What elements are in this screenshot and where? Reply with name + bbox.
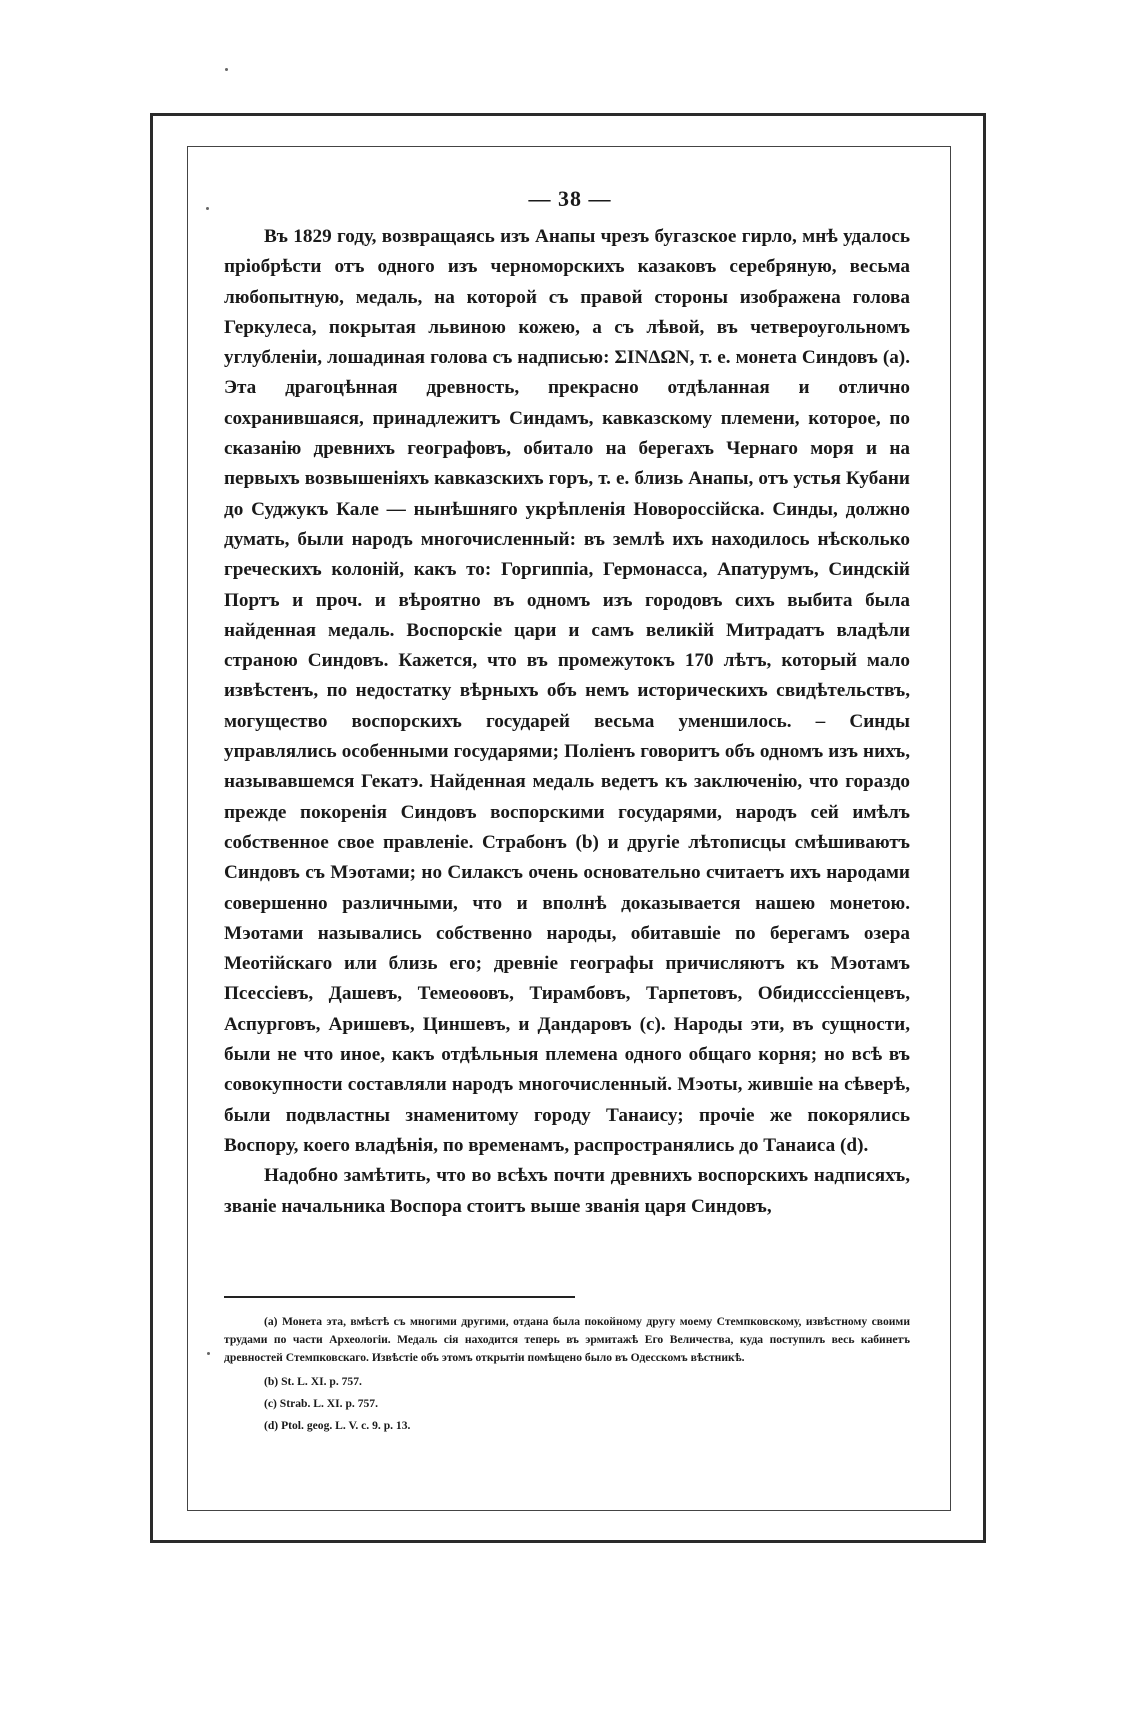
paper-speck	[225, 68, 228, 71]
main-text	[224, 222, 910, 1222]
paper-speck	[206, 207, 209, 210]
footnote-c: (c) Strab. L. XI. p. 757.	[264, 1397, 379, 1410]
paragraph-1: Въ 1829 году, возвращаясь изъ Анапы чрезъ бугазское гирло, мнѣ удалось пріобрѣсти отъ одного изъ черноморскихъ казаковъ серебряную, весьма любопытную, медаль, на которой съ правой стороны изображена голова Геркулеса, покрытая львиною кожею, а съ лѣвой, въ четвероугольномъ углубленіи, лошадиная голова съ надписью: ΣΙΝΔΩΝ, т. е. монета Синдовъ (a). Эта драгоцѣнная древность, прекрасно отдѣланная и отлично сохранившаяся, принадлежитъ Синдамъ, кавказскому племени, которое, по сказанію древнихъ географовъ, обитало на берегахъ Чернаго моря и на первыхъ возвышеніяхъ кавказскихъ горъ, т. е. близь Анапы, отъ устья Кубани до Суджукъ Кале — нынѣшняго укрѣпленія Новороссійска. Синды, должно думать, были народъ многочисленный: въ землѣ ихъ находилось нѣсколько греческихъ колоній, какъ то: Горгиппіа, Гермонасса, Апатурумъ, Синдскій Портъ и проч. и вѣроятно въ одномъ изъ городовъ сихъ выбита была найденная медаль. Воспорскіе цари и самъ великій Митрадатъ владѣли страною Синдовъ. Кажется, что въ промежутокъ 170 лѣтъ, который мало извѣстенъ, по недостатку вѣрныхъ объ немъ историческихъ свидѣтельствъ, могущество воспорскихъ государей весьма уменшилось. – Синды управлялись особенными государями; Поліенъ говоритъ объ одномъ изъ нихъ, называвшемся Гекатэ. Найденная медаль ведетъ къ заключенію, что гораздо прежде покоренія Синдовъ воспорскими государями, народъ сей имѣлъ собственное свое правленіе. Страбонъ (b) и другіе лѣтописцы смѣшиваютъ Синдовъ съ Мэотами; но Силаксъ очень основательно считаетъ ихъ народами совершенно различными, что и вполнѣ доказывается нашею монетою. Мэотами назывались собственно народы, обитавшіе по берегамъ озера Меотійскаго или близь его; древніе географы причисляютъ къ Мэотамъ Псессіевъ, Дашевъ, Темеоѳовъ, Тирамбовъ, Тарпетовъ, Обидисссіенцевъ, Аспурговъ, Аришевъ, Циншевъ, и Дандаровъ (c). Народы эти, въ сущности, были не что иное, какъ отдѣльныя племена одного общаго корня; но всѣ въ совокупности составляли народъ многочисленный. Мэоты, жившіе на сѣверѣ, были подвластны знаменитому городу Танаису; прочіе же покорялись Воспору, коего владѣнія, по временамъ, распространялись до Танаиса (d).	[224, 226, 910, 1156]
footnotes	[224, 1313, 910, 1439]
page-number: — 38 —	[528, 186, 612, 211]
footnote-a: (a) Монета эта, вмѣстѣ съ многими другими, отдана была покойному другу моему Стемпковскому, извѣстному своими трудами по части Археологіи. Медаль сія находится теперь въ эрмитажѣ Его Величества, куда поступилъ весь кабинетъ древностей Стемпковскаго. Извѣстіе объ этомъ открытіи помѣщено было въ Одесскомъ вѣстникѣ.	[224, 1315, 910, 1364]
footnote-separator	[224, 1296, 575, 1298]
footnote-d: (d) Ptol. geog. L. V. c. 9. p. 13.	[264, 1419, 411, 1432]
footnote-b: (b) St. L. XI. p. 757.	[264, 1375, 362, 1388]
paragraph-2: Надобно замѣтить, что во всѣхъ почти древнихъ воспорскихъ надписяхъ, званіе начальника Воспора стоитъ выше званія царя Синдовъ,	[224, 1165, 910, 1217]
paper-speck	[207, 1352, 210, 1355]
